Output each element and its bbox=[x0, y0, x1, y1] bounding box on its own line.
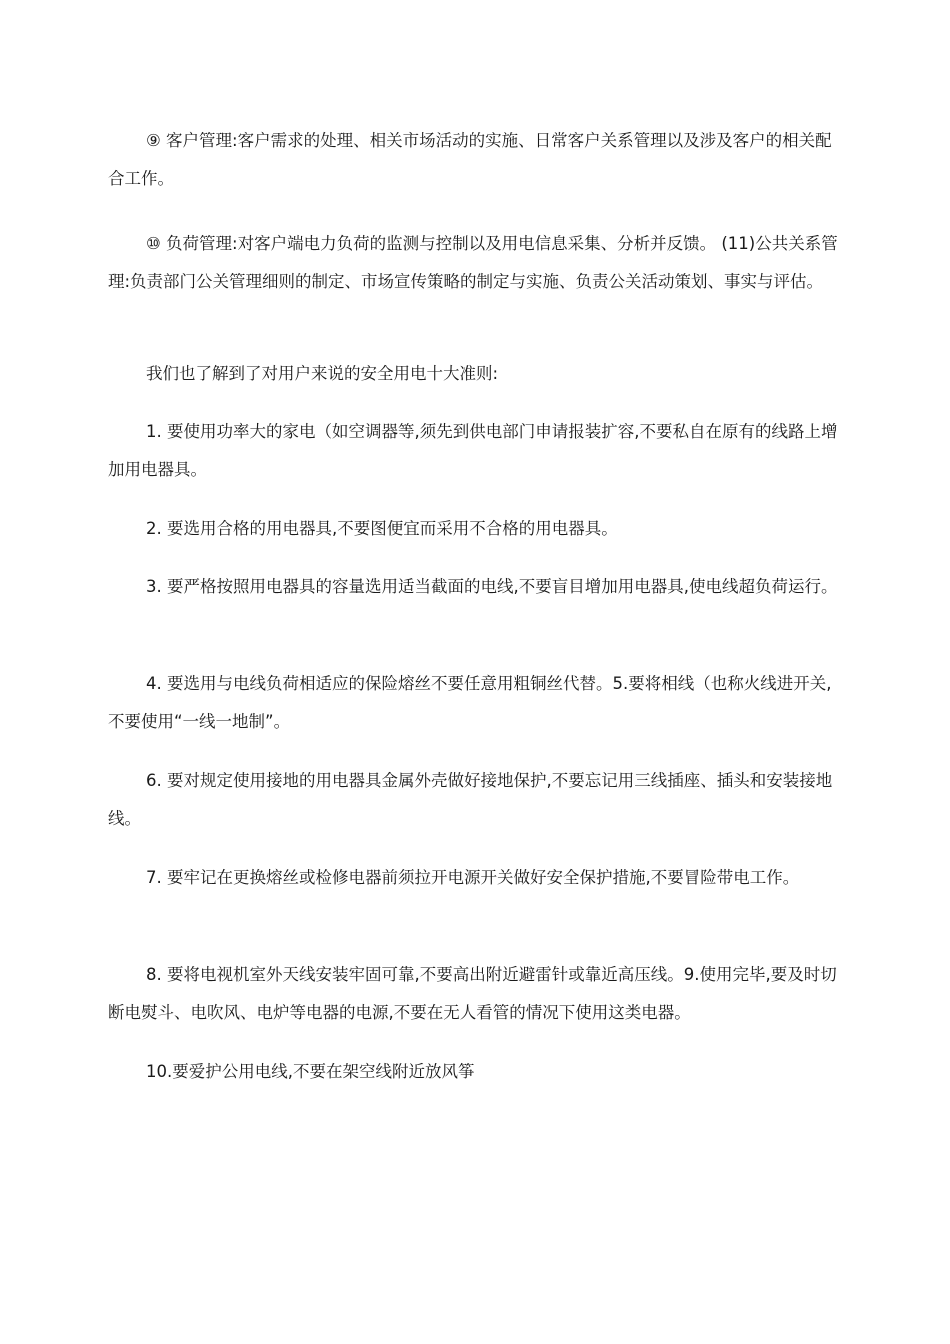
paragraph-load-management: ⑩ 负荷管理:对客户端电力负荷的监测与控制以及用电信息采集、分析并反馈。 (11)公共关系管理:负责部门公关管理细则的制定、市场宣传策略的制定与实施、负责公关活动策划、事实与评估。 bbox=[108, 234, 838, 291]
paragraph-rule-2: 2. 要选用合格的用电器具,不要图便宜而采用不合格的用电器具。 bbox=[146, 519, 618, 538]
paragraph-rule-10: 10.要爱护公用电线,不要在架空线附近放风筝 bbox=[146, 1062, 475, 1081]
paragraph-rule-6: 6. 要对规定使用接地的用电器具金属外壳做好接地保护,不要忘记用三线插座、插头和安装接地线。 bbox=[108, 771, 833, 828]
paragraph-rule-1: 1. 要使用功率大的家电（如空调器等,须先到供电部门申请报装扩容,不要私自在原有的线路上增加用电器具。 bbox=[108, 422, 838, 479]
paragraph-rule-4-5: 4. 要选用与电线负荷相适应的保险熔丝不要任意用粗铜丝代替。5.要将相线（也称火线进开关,不要使用“一线一地制”。 bbox=[108, 674, 832, 731]
paragraph-rule-8-9: 8. 要将电视机室外天线安装牢固可靠,不要高出附近避雷针或靠近高压线。9.使用完毕,要及时切断电熨斗、电吹风、电炉等电器的电源,不要在无人看管的情况下使用这类电器。 bbox=[108, 965, 837, 1022]
paragraph-safety-intro: 我们也了解到了对用户来说的安全用电十大准则: bbox=[146, 364, 499, 383]
paragraph-customer-management: ⑨ 客户管理:客户需求的处理、相关市场活动的实施、日常客户关系管理以及涉及客户的相关配合工作。 bbox=[108, 131, 832, 188]
paragraph-rule-3: 3. 要严格按照用电器具的容量选用适当截面的电线,不要盲目增加用电器具,使电线超负荷运行。 bbox=[146, 577, 838, 596]
paragraph-rule-7: 7. 要牢记在更换熔丝或检修电器前须拉开电源开关做好安全保护措施,不要冒险带电工作。 bbox=[146, 868, 800, 887]
